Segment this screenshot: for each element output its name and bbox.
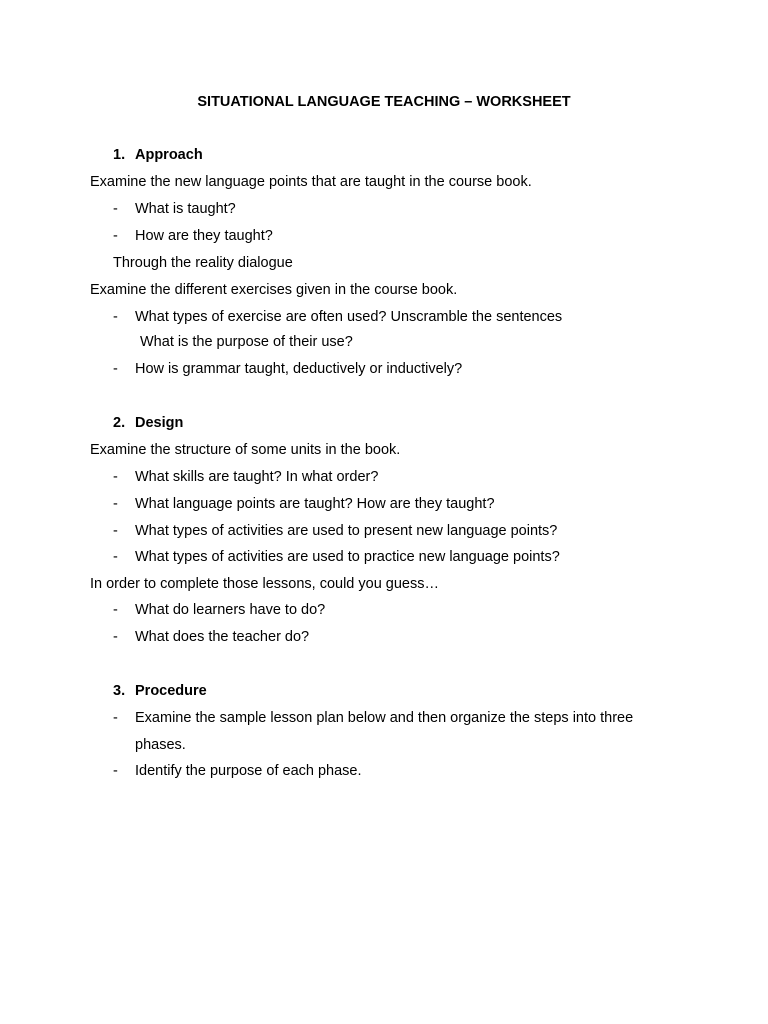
list-item-text: What types of activities are used to present new language points? [135,523,558,539]
list-item [113,521,557,541]
dash-bullet: - [113,228,118,244]
list-item-text: What language points are taught? How are they taught? [135,496,495,512]
list-item [113,761,362,781]
section-number: 3. [113,683,126,699]
list-item [113,547,560,567]
list-item-continuation: phases. [135,737,186,753]
answer-text: Through the reality dialogue [113,255,293,271]
dash-bullet: - [113,629,118,645]
dash-bullet: - [113,602,118,618]
list-item-text: Examine the sample lesson plan below and then organize the steps into three [135,710,634,726]
list-item-text: What skills are taught? In what order? [135,469,379,485]
paragraph: Examine the new language points that are taught in the course book. [90,174,532,190]
list-item-text: What types of exercise are often used? Unscramble the sentences [135,309,563,325]
section-number: 2. [113,415,126,431]
section-title: Procedure [135,683,207,699]
dash-bullet: - [113,549,118,565]
dash-bullet: - [113,201,118,217]
dash-bullet: - [113,523,118,539]
section-title: Approach [135,147,203,163]
dash-bullet: - [113,763,118,779]
list-item-text: How are they taught? [135,228,273,244]
list-item-text: What is taught? [135,201,236,217]
section-heading-approach [113,145,203,165]
paragraph: In order to complete those lessons, could you guess… [90,576,439,592]
list-item-text: What types of activities are used to practice new language points? [135,549,560,565]
dash-bullet: - [113,361,118,377]
list-item [113,627,309,647]
page-title: SITUATIONAL LANGUAGE TEACHING – WORKSHEET [197,94,571,110]
list-item [113,467,378,487]
list-item [113,307,562,327]
list-item-text: How is grammar taught, deductively or inductively? [135,361,463,377]
list-item [113,199,236,219]
paragraph: Examine the different exercises given in the course book. [90,282,458,298]
list-item [113,226,273,246]
list-item [113,494,495,514]
list-item-continuation: What is the purpose of their use? [140,334,353,350]
list-item-text: What do learners have to do? [135,602,326,618]
list-item [113,708,633,728]
dash-bullet: - [113,496,118,512]
section-number: 1. [113,147,126,163]
paragraph: Examine the structure of some units in the book. [90,442,401,458]
section-title: Design [135,415,184,431]
dash-bullet: - [113,710,118,726]
list-item [113,600,325,620]
list-item-text: Identify the purpose of each phase. [135,763,362,779]
dash-bullet: - [113,469,118,485]
list-item-text: What does the teacher do? [135,629,310,645]
section-heading-procedure [113,681,207,701]
list-item [113,359,462,379]
dash-bullet: - [113,309,118,325]
section-heading-design [113,413,183,433]
